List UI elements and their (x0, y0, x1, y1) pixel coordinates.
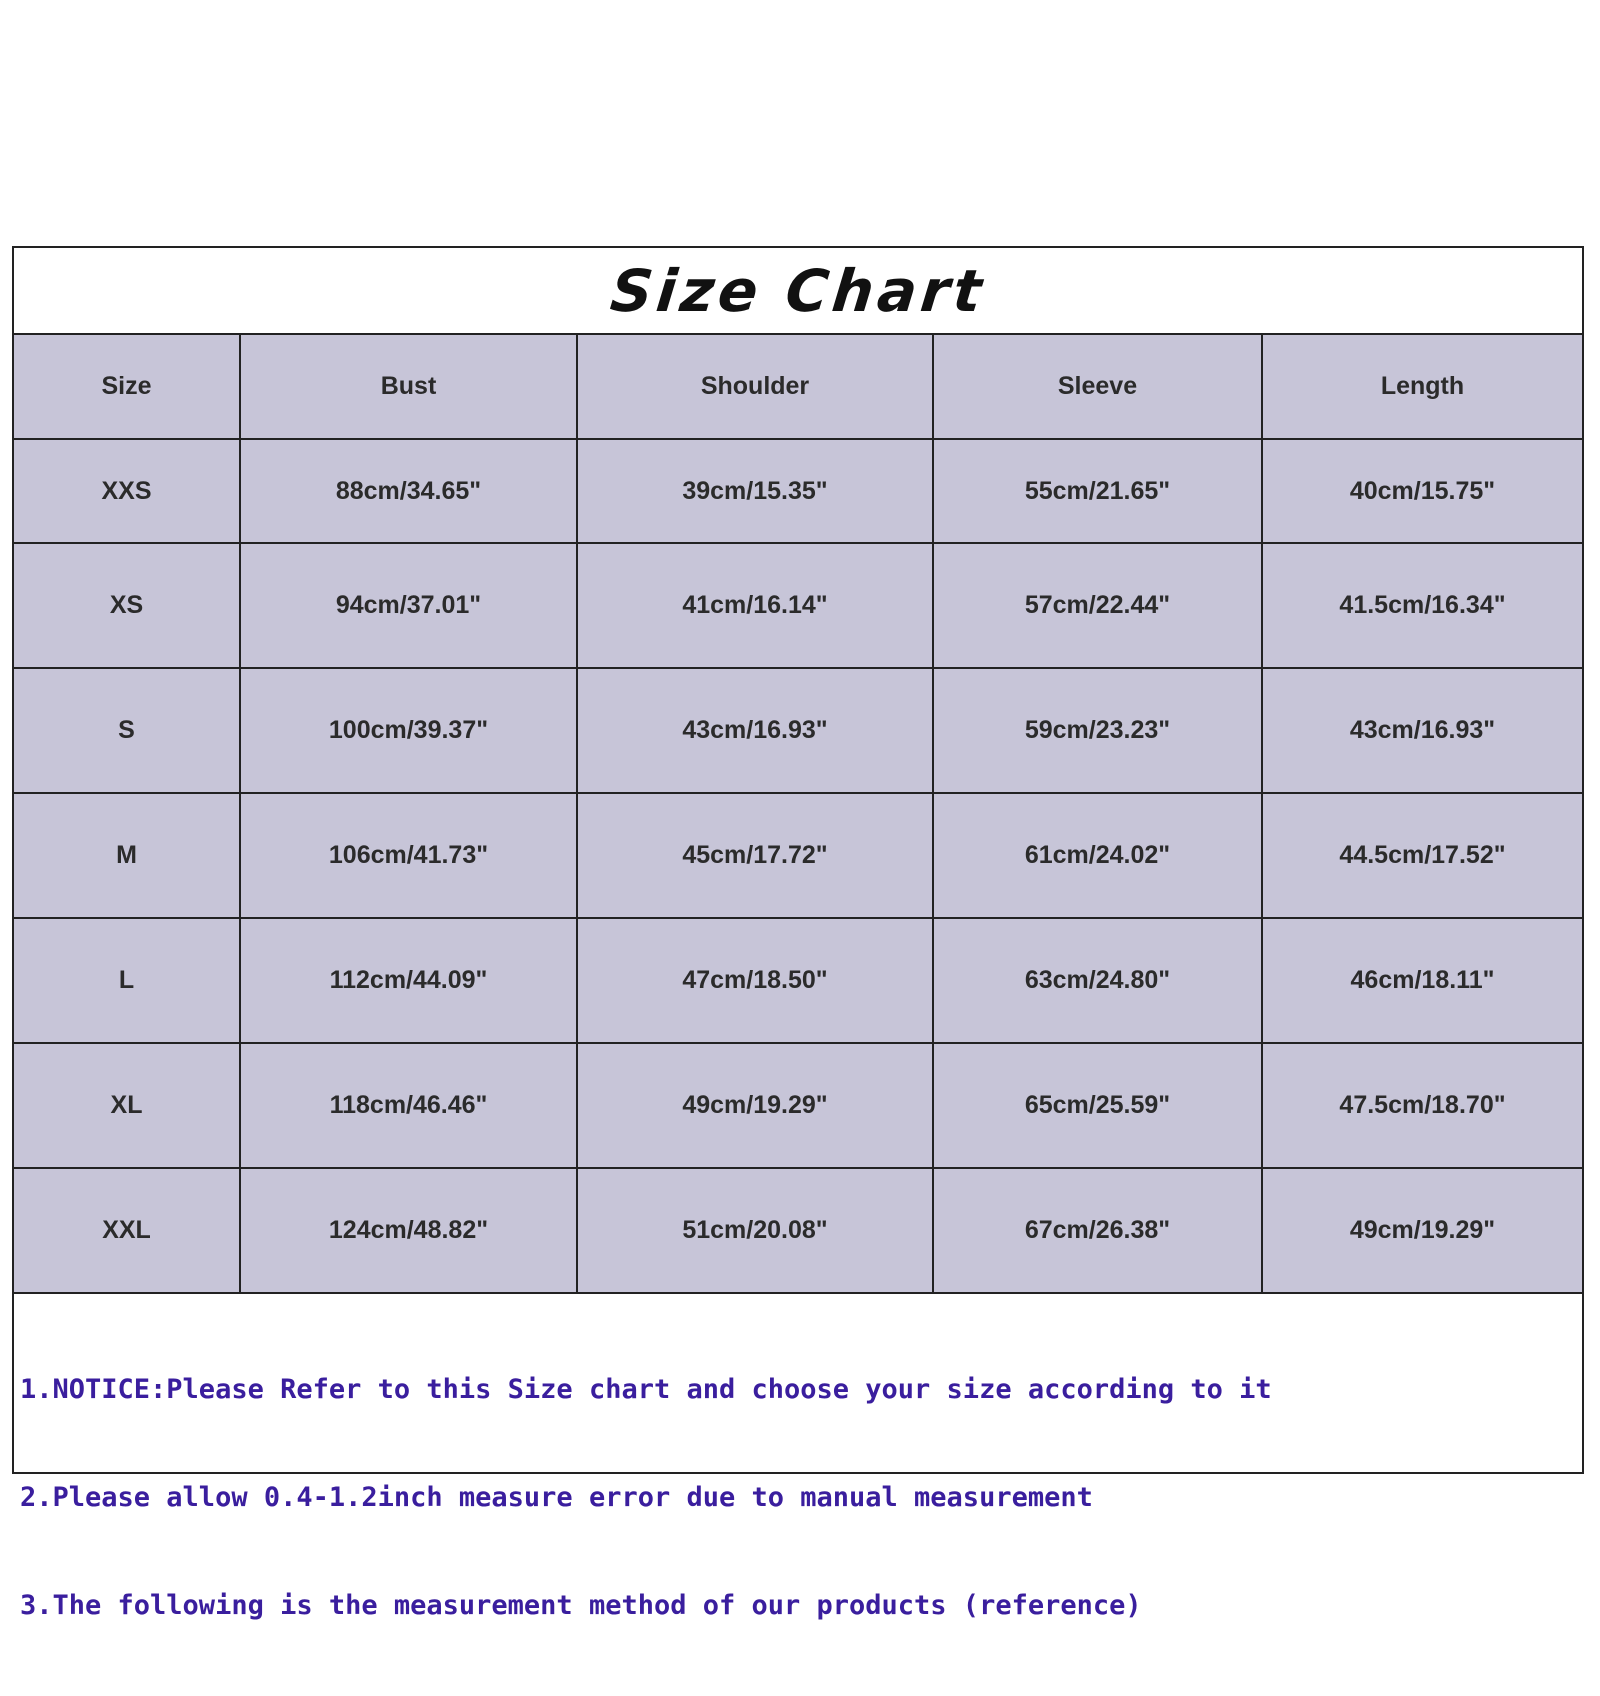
cell-size: M (14, 793, 240, 918)
cell-length: 41.5cm/16.34" (1262, 543, 1582, 668)
note-line: 1.NOTICE:Please Refer to this Size chart and choose your size according to it (20, 1374, 1272, 1405)
cell-bust: 118cm/46.46" (240, 1043, 577, 1168)
cell-sleeve: 55cm/21.65" (933, 439, 1262, 543)
cell-bust: 94cm/37.01" (240, 543, 577, 668)
cell-size: XXL (14, 1168, 240, 1293)
size-chart-sheet (12, 246, 1584, 1621)
cell-length: 47.5cm/18.70" (1262, 1043, 1582, 1168)
header-size: Size (14, 335, 240, 439)
table-row (14, 793, 1582, 918)
cell-bust: 100cm/39.37" (240, 668, 577, 793)
table-row (14, 668, 1582, 793)
cell-length: 49cm/19.29" (1262, 1168, 1582, 1293)
table-row (14, 1168, 1582, 1293)
cell-length: 40cm/15.75" (1262, 439, 1582, 543)
header-length: Length (1262, 335, 1582, 439)
cell-size: XXS (14, 439, 240, 543)
cell-sleeve: 67cm/26.38" (933, 1168, 1262, 1293)
note-line: 3.The following is the measurement method of our products (reference) (20, 1590, 1142, 1621)
header-bust: Bust (240, 335, 577, 439)
cell-sleeve: 65cm/25.59" (933, 1043, 1262, 1168)
note-line: 2.Please allow 0.4-1.2inch measure error due to manual measurement (20, 1482, 1093, 1513)
cell-size: XL (14, 1043, 240, 1168)
table-row (14, 439, 1582, 543)
notes-section (14, 1294, 1582, 1696)
cell-length: 44.5cm/17.52" (1262, 793, 1582, 918)
cell-sleeve: 59cm/23.23" (933, 668, 1262, 793)
size-table (14, 335, 1582, 1294)
cell-size: S (14, 668, 240, 793)
cell-bust: 106cm/41.73" (240, 793, 577, 918)
cell-size: XS (14, 543, 240, 668)
cell-size: L (14, 918, 240, 1043)
table-row (14, 1043, 1582, 1168)
cell-bust: 124cm/48.82" (240, 1168, 577, 1293)
table-row (14, 918, 1582, 1043)
cell-shoulder: 41cm/16.14" (577, 543, 933, 668)
cell-bust: 88cm/34.65" (240, 439, 577, 543)
cell-length: 46cm/18.11" (1262, 918, 1582, 1043)
cell-shoulder: 39cm/15.35" (577, 439, 933, 543)
cell-shoulder: 45cm/17.72" (577, 793, 933, 918)
cell-shoulder: 43cm/16.93" (577, 668, 933, 793)
cell-length: 43cm/16.93" (1262, 668, 1582, 793)
cell-shoulder: 51cm/20.08" (577, 1168, 933, 1293)
cell-sleeve: 57cm/22.44" (933, 543, 1262, 668)
cell-shoulder: 49cm/19.29" (577, 1043, 933, 1168)
title-bar (14, 248, 1582, 335)
page-title: Size Chart (607, 256, 989, 325)
header-sleeve: Sleeve (933, 335, 1262, 439)
header-shoulder: Shoulder (577, 335, 933, 439)
header-row (14, 335, 1582, 439)
table-row (14, 543, 1582, 668)
cell-bust: 112cm/44.09" (240, 918, 577, 1043)
cell-shoulder: 47cm/18.50" (577, 918, 933, 1043)
cell-sleeve: 61cm/24.02" (933, 793, 1262, 918)
cell-sleeve: 63cm/24.80" (933, 918, 1262, 1043)
